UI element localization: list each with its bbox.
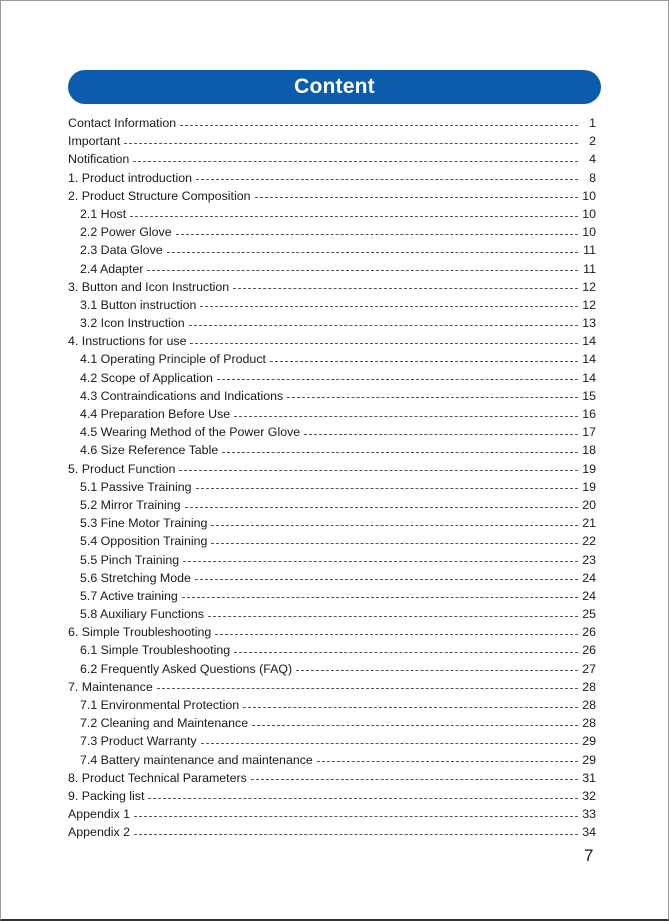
toc-leader-line	[147, 269, 578, 271]
toc-entry-page: 2	[589, 134, 596, 149]
toc-entry[interactable]	[68, 187, 596, 205]
toc-entry-page: 34	[582, 825, 596, 840]
toc-entry[interactable]	[68, 114, 596, 132]
toc-entry-label: Appendix 1	[68, 807, 131, 822]
toc-entry[interactable]	[68, 260, 596, 278]
toc-entry-page: 19	[582, 479, 596, 494]
toc-entry-label: Contact Information	[68, 116, 177, 130]
toc-leader-line	[167, 251, 578, 253]
toc-entry-page: 11	[583, 243, 596, 258]
toc-entry[interactable]	[68, 423, 596, 441]
toc-entry-page: 24	[582, 588, 596, 603]
toc-entry[interactable]	[68, 314, 596, 332]
toc-leader-line	[124, 142, 578, 144]
toc-entry[interactable]	[68, 605, 596, 623]
toc-entry-page: 23	[582, 552, 596, 567]
toc-leader-line	[189, 324, 578, 326]
toc-entry[interactable]	[68, 405, 596, 423]
toc-leader-line	[201, 742, 578, 744]
toc-entry-label: Important	[68, 134, 121, 149]
toc-entry[interactable]	[68, 787, 596, 805]
toc-leader-line	[195, 578, 578, 580]
toc-leader-line	[233, 287, 578, 289]
toc-entry-page: 8	[589, 170, 596, 185]
toc-leader-line	[234, 415, 578, 417]
toc-leader-line	[217, 378, 578, 380]
toc-entry-label: 4.4 Preparation Before Use	[80, 407, 231, 421]
table-of-contents	[68, 114, 596, 842]
toc-entry-page: 24	[582, 570, 596, 585]
toc-entry-page: 10	[582, 188, 596, 203]
toc-leader-line	[190, 342, 578, 344]
toc-entry-page: 19	[582, 461, 596, 476]
toc-entry-page: 25	[582, 607, 596, 622]
toc-leader-line	[133, 160, 578, 162]
toc-entry-label: 5.3 Fine Motor Training	[80, 516, 208, 531]
toc-entry-page: 22	[582, 534, 596, 549]
toc-entry[interactable]	[68, 823, 596, 841]
toc-leader-line	[130, 215, 578, 217]
toc-leader-line	[134, 833, 578, 835]
toc-entry-label: 5. Product Function	[68, 461, 176, 476]
toc-entry-page: 10	[582, 206, 596, 221]
toc-entry-page: 26	[582, 643, 596, 658]
toc-entry[interactable]	[68, 169, 596, 187]
toc-leader-line	[222, 451, 578, 453]
toc-entry-page: 20	[582, 497, 596, 512]
toc-entry-label: 2.2 Power Glove	[80, 225, 172, 240]
toc-entry-label: 5.5 Pinch Training	[80, 552, 180, 567]
toc-entry-label: 2.3 Data Glove	[80, 243, 163, 258]
page-title: Content	[294, 75, 375, 98]
toc-entry-label: 1. Product introduction	[68, 170, 192, 185]
toc-entry-label: 2. Product Structure Composition	[68, 188, 251, 203]
toc-leader-line	[185, 506, 578, 508]
toc-leader-line	[252, 724, 578, 726]
toc-entry[interactable]	[68, 551, 596, 569]
toc-leader-line	[211, 542, 578, 544]
toc-entry-label: 5.1 Passive Training	[80, 479, 192, 494]
toc-entry-label: 5.6 Stretching Mode	[80, 570, 191, 585]
toc-entry-label: 7.3 Product Warranty	[80, 734, 197, 749]
toc-entry[interactable]	[68, 514, 596, 532]
toc-entry-page: 28	[582, 679, 596, 694]
toc-entry-label: 3.2 Icon Instruction	[80, 316, 185, 331]
toc-entry-label: Notification	[68, 152, 130, 167]
toc-entry-page: 27	[582, 661, 596, 676]
toc-leader-line	[148, 797, 578, 799]
toc-leader-line	[234, 651, 578, 653]
toc-entry-page: 29	[582, 752, 596, 767]
toc-entry-page: 28	[582, 698, 596, 712]
toc-entry-page: 11	[583, 261, 596, 276]
toc-entry[interactable]	[68, 296, 596, 314]
toc-entry-label: 7. Maintenance	[68, 679, 153, 694]
toc-leader-line	[208, 615, 578, 617]
toc-entry-label: 2.4 Adapter	[80, 261, 144, 276]
toc-entry[interactable]	[68, 205, 596, 223]
toc-entry-label: 6. Simple Troubleshooting	[68, 625, 212, 640]
toc-entry[interactable]	[68, 387, 596, 405]
toc-entry[interactable]	[68, 350, 596, 368]
toc-entry[interactable]	[68, 460, 596, 478]
toc-entry-page: 10	[582, 225, 596, 240]
toc-entry[interactable]	[68, 769, 596, 787]
toc-entry[interactable]	[68, 223, 596, 241]
toc-entry-label: 4.2 Scope of Application	[80, 370, 213, 385]
toc-entry-label: 3. Button and Icon Instruction	[68, 279, 230, 294]
toc-leader-line	[215, 633, 578, 635]
toc-entry-page: 28	[582, 716, 596, 731]
toc-entry-page: 32	[582, 788, 596, 803]
toc-entry-label: 4.3 Contraindications and Indications	[80, 388, 284, 403]
toc-entry[interactable]	[68, 478, 596, 496]
toc-leader-line	[196, 178, 578, 180]
toc-entry[interactable]	[68, 369, 596, 387]
toc-entry-label: 6.2 Frequently Asked Questions (FAQ)	[80, 661, 293, 676]
toc-leader-line	[317, 760, 578, 762]
toc-entry-page: 31	[582, 770, 596, 785]
toc-entry[interactable]	[68, 714, 596, 732]
toc-entry[interactable]	[68, 496, 596, 514]
toc-entry-label: 3.1 Button instruction	[80, 297, 197, 312]
toc-entry-page: 21	[582, 516, 596, 531]
toc-entry-label: 7.1 Environmental Protection	[80, 698, 240, 712]
toc-leader-line	[211, 524, 578, 526]
toc-entry-page: 15	[582, 388, 596, 403]
toc-entry[interactable]	[68, 623, 596, 641]
toc-entry[interactable]	[68, 569, 596, 587]
toc-leader-line	[179, 469, 578, 471]
toc-leader-line	[270, 360, 578, 362]
toc-entry[interactable]	[68, 150, 596, 168]
toc-entry-label: Appendix 2	[68, 825, 131, 840]
toc-entry[interactable]	[68, 241, 596, 259]
toc-entry[interactable]	[68, 532, 596, 550]
toc-leader-line	[200, 305, 578, 307]
toc-entry-page: 13	[582, 316, 596, 331]
toc-entry[interactable]	[68, 696, 596, 714]
toc-entry-label: 4.1 Operating Principle of Product	[80, 352, 266, 367]
toc-entry-page: 1	[589, 116, 596, 130]
toc-entry-label: 5.4 Opposition Training	[80, 534, 208, 549]
toc-entry-label: 2.1 Host	[80, 206, 127, 221]
content-title-banner	[68, 70, 601, 104]
toc-leader-line	[304, 433, 578, 435]
toc-entry-label: 5.8 Auxiliary Functions	[80, 607, 204, 622]
toc-entry-label: 4. Instructions for use	[68, 334, 187, 349]
toc-entry-label: 5.2 Mirror Training	[80, 497, 181, 512]
toc-entry-page: 18	[582, 443, 596, 458]
toc-entry-page: 16	[582, 407, 596, 421]
toc-entry[interactable]	[68, 660, 596, 678]
toc-entry-label: 9. Packing list	[68, 788, 145, 803]
toc-leader-line	[183, 560, 578, 562]
toc-leader-line	[180, 124, 578, 126]
toc-entry[interactable]	[68, 678, 596, 696]
toc-entry-page: 14	[582, 370, 596, 385]
toc-entry-label: 8. Product Technical Parameters	[68, 770, 247, 785]
toc-leader-line	[251, 778, 578, 780]
toc-entry-page: 26	[582, 625, 596, 640]
toc-entry-page: 4	[589, 152, 596, 167]
toc-entry[interactable]	[68, 332, 596, 350]
toc-leader-line	[157, 687, 578, 689]
toc-entry[interactable]	[68, 132, 596, 150]
toc-entry-page: 14	[582, 334, 596, 349]
toc-leader-line	[255, 196, 578, 198]
toc-entry-label: 6.1 Simple Troubleshooting	[80, 643, 231, 658]
page-number: 7	[584, 846, 594, 865]
toc-entry-label: 4.5 Wearing Method of the Power Glove	[80, 425, 301, 440]
toc-entry-page: 33	[582, 807, 596, 822]
toc-entry[interactable]	[68, 751, 596, 769]
toc-leader-line	[182, 596, 578, 598]
toc-entry[interactable]	[68, 805, 596, 823]
toc-entry-label: 7.2 Cleaning and Maintenance	[80, 716, 249, 731]
toc-entry-label: 4.6 Size Reference Table	[80, 443, 219, 458]
toc-leader-line	[287, 396, 578, 398]
toc-leader-line	[176, 233, 578, 235]
toc-entry-page: 12	[582, 297, 596, 312]
toc-entry-page: 17	[582, 425, 596, 440]
toc-entry-page: 29	[582, 734, 596, 749]
toc-entry-page: 14	[582, 352, 596, 367]
toc-leader-line	[196, 487, 578, 489]
toc-entry[interactable]	[68, 441, 596, 459]
toc-entry-page: 12	[582, 279, 596, 294]
toc-leader-line	[134, 815, 578, 817]
toc-leader-line	[296, 669, 578, 671]
toc-entry[interactable]	[68, 641, 596, 659]
toc-entry[interactable]	[68, 732, 596, 750]
toc-entry[interactable]	[68, 278, 596, 296]
toc-entry-label: 7.4 Battery maintenance and maintenance	[80, 752, 313, 767]
toc-leader-line	[243, 706, 578, 708]
toc-entry[interactable]	[68, 587, 596, 605]
toc-entry-label: 5.7 Active training	[80, 588, 178, 603]
